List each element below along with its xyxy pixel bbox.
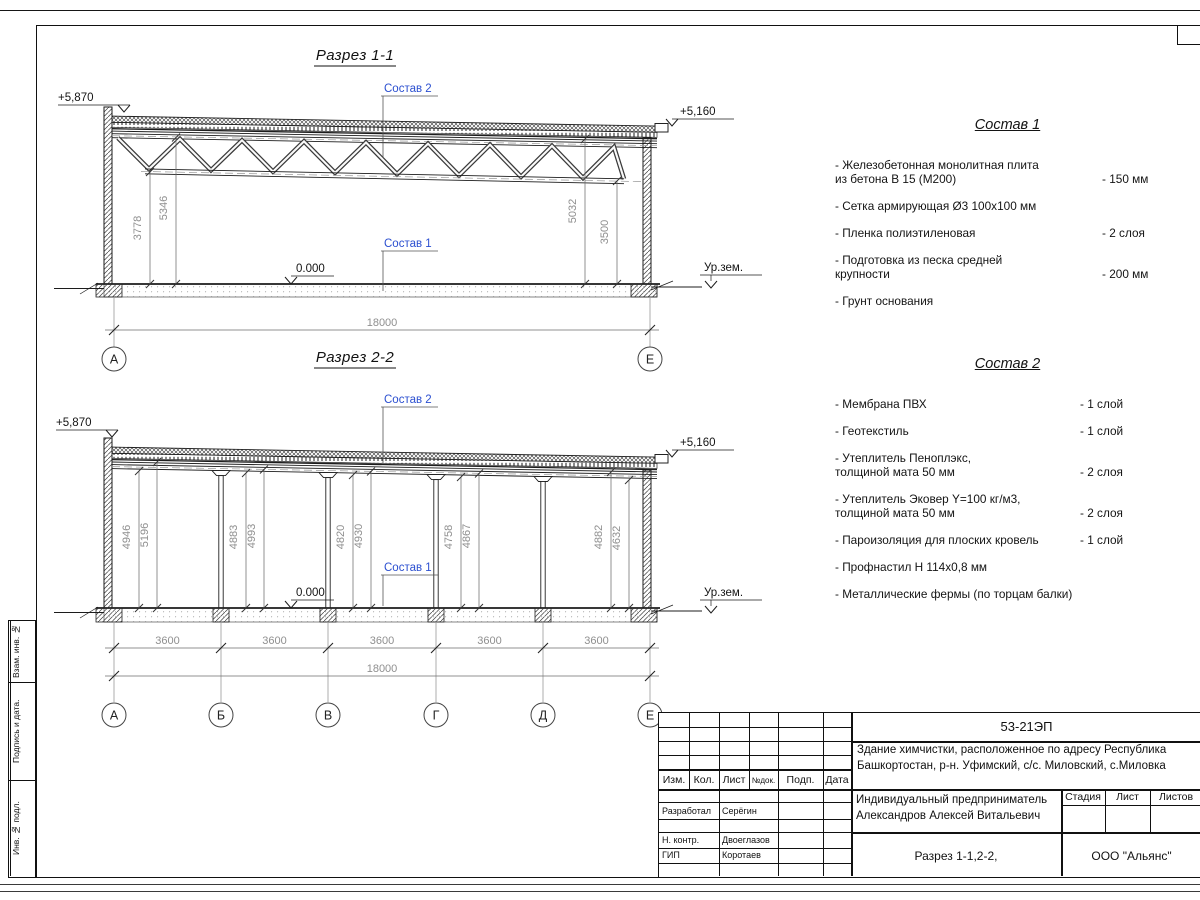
axis-label: Е <box>645 352 655 367</box>
item-text: - Пароизоляция для плоских кровель <box>835 533 1039 547</box>
tb-client-line1: Индивидуальный предприниматель <box>856 794 1048 806</box>
tb-sheet-label: Лист <box>1116 791 1139 803</box>
dim-label: 4820 <box>335 524 347 550</box>
item-text: толщиной мата 50 мм <box>835 506 955 520</box>
dim-label: 4946 <box>121 524 133 550</box>
roof-truss <box>118 138 641 184</box>
dim-label: 18000 <box>366 663 398 675</box>
title-block <box>658 712 1200 878</box>
wall-right <box>643 138 651 284</box>
tb-col-izm: Изм. <box>662 774 686 786</box>
dim-label: 3600 <box>155 635 180 647</box>
item-text: толщиной мата 50 мм <box>835 465 955 479</box>
tb-col-ndok: №док. <box>751 776 776 785</box>
tb-role-name: Коротаев <box>722 850 761 860</box>
tb-drawing-title: Разрез 1-1,2-2, <box>914 849 998 863</box>
section-1-1-drawing <box>54 47 762 371</box>
dim-label: 4632 <box>611 525 623 551</box>
item-value: - 1 слой <box>1080 424 1124 438</box>
side-cell <box>9 781 35 876</box>
item-text: - Сетка армирующая Ø3 100х100 мм <box>835 199 1037 213</box>
wall-left <box>104 107 112 284</box>
item-text: из бетона В 15 (М200) <box>835 172 957 186</box>
ground-level-mark <box>700 587 762 613</box>
dim-label: 4867 <box>461 523 473 549</box>
item-text: - Пленка полиэтиленовая <box>835 226 976 240</box>
sostav-1-panel <box>835 118 1180 321</box>
axis-label: Д <box>538 708 548 723</box>
elevation-mark-right <box>666 437 734 457</box>
item-text: - Металлические фермы (по торцам балки) <box>835 587 1073 601</box>
side-cell <box>9 621 35 683</box>
list-item <box>835 560 1180 574</box>
side-label: Подпись и дата. <box>10 683 22 780</box>
tb-role: Н. контр. <box>662 835 700 845</box>
elevation-mark-right <box>666 106 734 126</box>
item-text: - Грунт основания <box>835 294 934 308</box>
tb-col-kol: Кол. <box>693 774 715 786</box>
leader-sostav1 <box>381 562 438 606</box>
leader-label: Состав 2 <box>384 394 432 406</box>
elevation-label: +5,160 <box>680 106 716 118</box>
side-cell <box>9 683 35 781</box>
item-text: - Утеплитель Эковер Y=100 кг/м3, <box>835 492 1021 506</box>
list-item <box>835 199 1180 213</box>
elevation-label: +5,870 <box>56 417 92 429</box>
dim-label: 3600 <box>262 635 287 647</box>
axis-label: В <box>323 708 333 723</box>
sostav-1-title: Состав 1 <box>974 117 1041 133</box>
zero-label: 0.000 <box>296 587 325 599</box>
item-value: - 1 слой <box>1080 533 1124 547</box>
vertical-dimension-pairs <box>121 458 633 612</box>
ground-level-mark <box>700 262 762 288</box>
tb-role: ГИП <box>662 850 680 860</box>
dim-label: 4883 <box>228 524 240 550</box>
tb-role: Разработал <box>662 806 711 816</box>
section-2-2-drawing <box>54 349 762 727</box>
roof-package <box>112 116 668 148</box>
tb-doc-number: 53-21ЭП <box>1000 719 1053 734</box>
list-item <box>835 226 1180 240</box>
dim-label: 4758 <box>443 524 455 550</box>
axis-label: А <box>109 708 119 723</box>
floor-slab <box>54 605 702 622</box>
dim-label: 4882 <box>593 524 605 550</box>
side-label: Инв. № подл. <box>10 781 22 876</box>
vertical-dimensions <box>132 134 621 289</box>
tb-company: ООО "Альянс" <box>1091 849 1172 863</box>
item-value: - 200 мм <box>1102 267 1149 281</box>
ground-label: Ур.зем. <box>704 262 744 274</box>
dim-label: 4993 <box>246 523 258 549</box>
list-item <box>835 424 1180 438</box>
list-item <box>835 587 1180 601</box>
axis-label: А <box>109 352 119 367</box>
dim-label: 3500 <box>599 219 611 245</box>
dim-label: 18000 <box>366 317 398 329</box>
list-item <box>835 397 1180 411</box>
item-text: - Профнастил Н 114х0,8 мм <box>835 560 988 574</box>
item-text: крупности <box>835 267 890 281</box>
item-value: - 2 слоя <box>1080 506 1123 520</box>
leader-label: Состав 2 <box>384 83 432 95</box>
item-text: - Мембрана ПВХ <box>835 397 927 411</box>
side-stamp <box>8 620 36 878</box>
item-value: - 150 мм <box>1102 172 1149 186</box>
list-item <box>835 492 1180 520</box>
item-value: - 2 слоя <box>1102 226 1145 240</box>
tb-stage-label: Стадия <box>1065 791 1101 803</box>
section-title: Разрез 2-2 <box>315 349 395 366</box>
item-text: - Подготовка из песка средней <box>835 253 1003 267</box>
leader-label: Состав 1 <box>384 238 432 250</box>
list-item <box>835 451 1180 479</box>
roof-package <box>112 447 668 479</box>
zero-level-mark <box>285 263 334 284</box>
dim-label: 3600 <box>477 635 502 647</box>
list-item <box>835 158 1180 186</box>
zero-label: 0.000 <box>296 263 325 275</box>
tb-role-name: Серёгин <box>722 806 757 816</box>
dim-label: 3600 <box>584 635 609 647</box>
item-text: - Геотекстиль <box>835 424 909 438</box>
leader-sostav1 <box>381 238 438 291</box>
tb-col-list: Лист <box>722 774 746 786</box>
elevation-mark-left <box>56 417 118 437</box>
sostav-2-title: Состав 2 <box>974 356 1041 372</box>
side-label: Взам. инв. № <box>10 621 22 682</box>
dim-label: 3778 <box>132 215 144 241</box>
tb-object-line1: Здание химчистки, расположенное по адресу Республика <box>857 744 1167 756</box>
elevation-label: +5,160 <box>680 437 716 449</box>
dim-label: 5196 <box>139 522 151 548</box>
axis-label: Б <box>216 708 226 723</box>
tb-client-line2: Александров Алексей Витальевич <box>856 810 1041 822</box>
tb-object-line2: Башкортостан, р-н. Уфимский, с/с. Миловский, с.Миловка <box>857 760 1166 772</box>
item-text: - Железобетонная монолитная плита <box>835 158 1039 172</box>
list-item <box>835 533 1180 547</box>
bottom-dimensions <box>102 623 662 727</box>
section-title: Разрез 1-1 <box>315 47 395 64</box>
axis-label: Г <box>432 708 440 723</box>
columns <box>212 471 552 608</box>
item-value: - 2 слоя <box>1080 465 1123 479</box>
wall-left <box>104 438 112 608</box>
dim-label: 4930 <box>353 523 365 549</box>
elevation-label: +5,870 <box>58 92 94 104</box>
tb-col-podp: Подп. <box>786 774 815 786</box>
wall-right <box>643 470 651 608</box>
tb-col-data: Дата <box>825 774 849 786</box>
dim-label: 5032 <box>567 198 579 224</box>
dim-label: 3600 <box>369 635 395 647</box>
list-item <box>835 253 1180 281</box>
item-text: - Утеплитель Пеноплэкс, <box>835 451 972 465</box>
item-value: - 1 слой <box>1080 397 1124 411</box>
tb-sheets-label: Листов <box>1158 791 1194 803</box>
ground-label: Ур.зем. <box>704 587 744 599</box>
sostav-2-panel <box>835 357 1180 614</box>
tb-role-name: Двоеглазов <box>722 835 770 845</box>
dim-label: 5346 <box>158 195 170 221</box>
elevation-mark-left <box>58 92 130 112</box>
axis-label: Е <box>645 708 655 723</box>
leader-label: Состав 1 <box>384 562 432 574</box>
list-item <box>835 294 1180 308</box>
